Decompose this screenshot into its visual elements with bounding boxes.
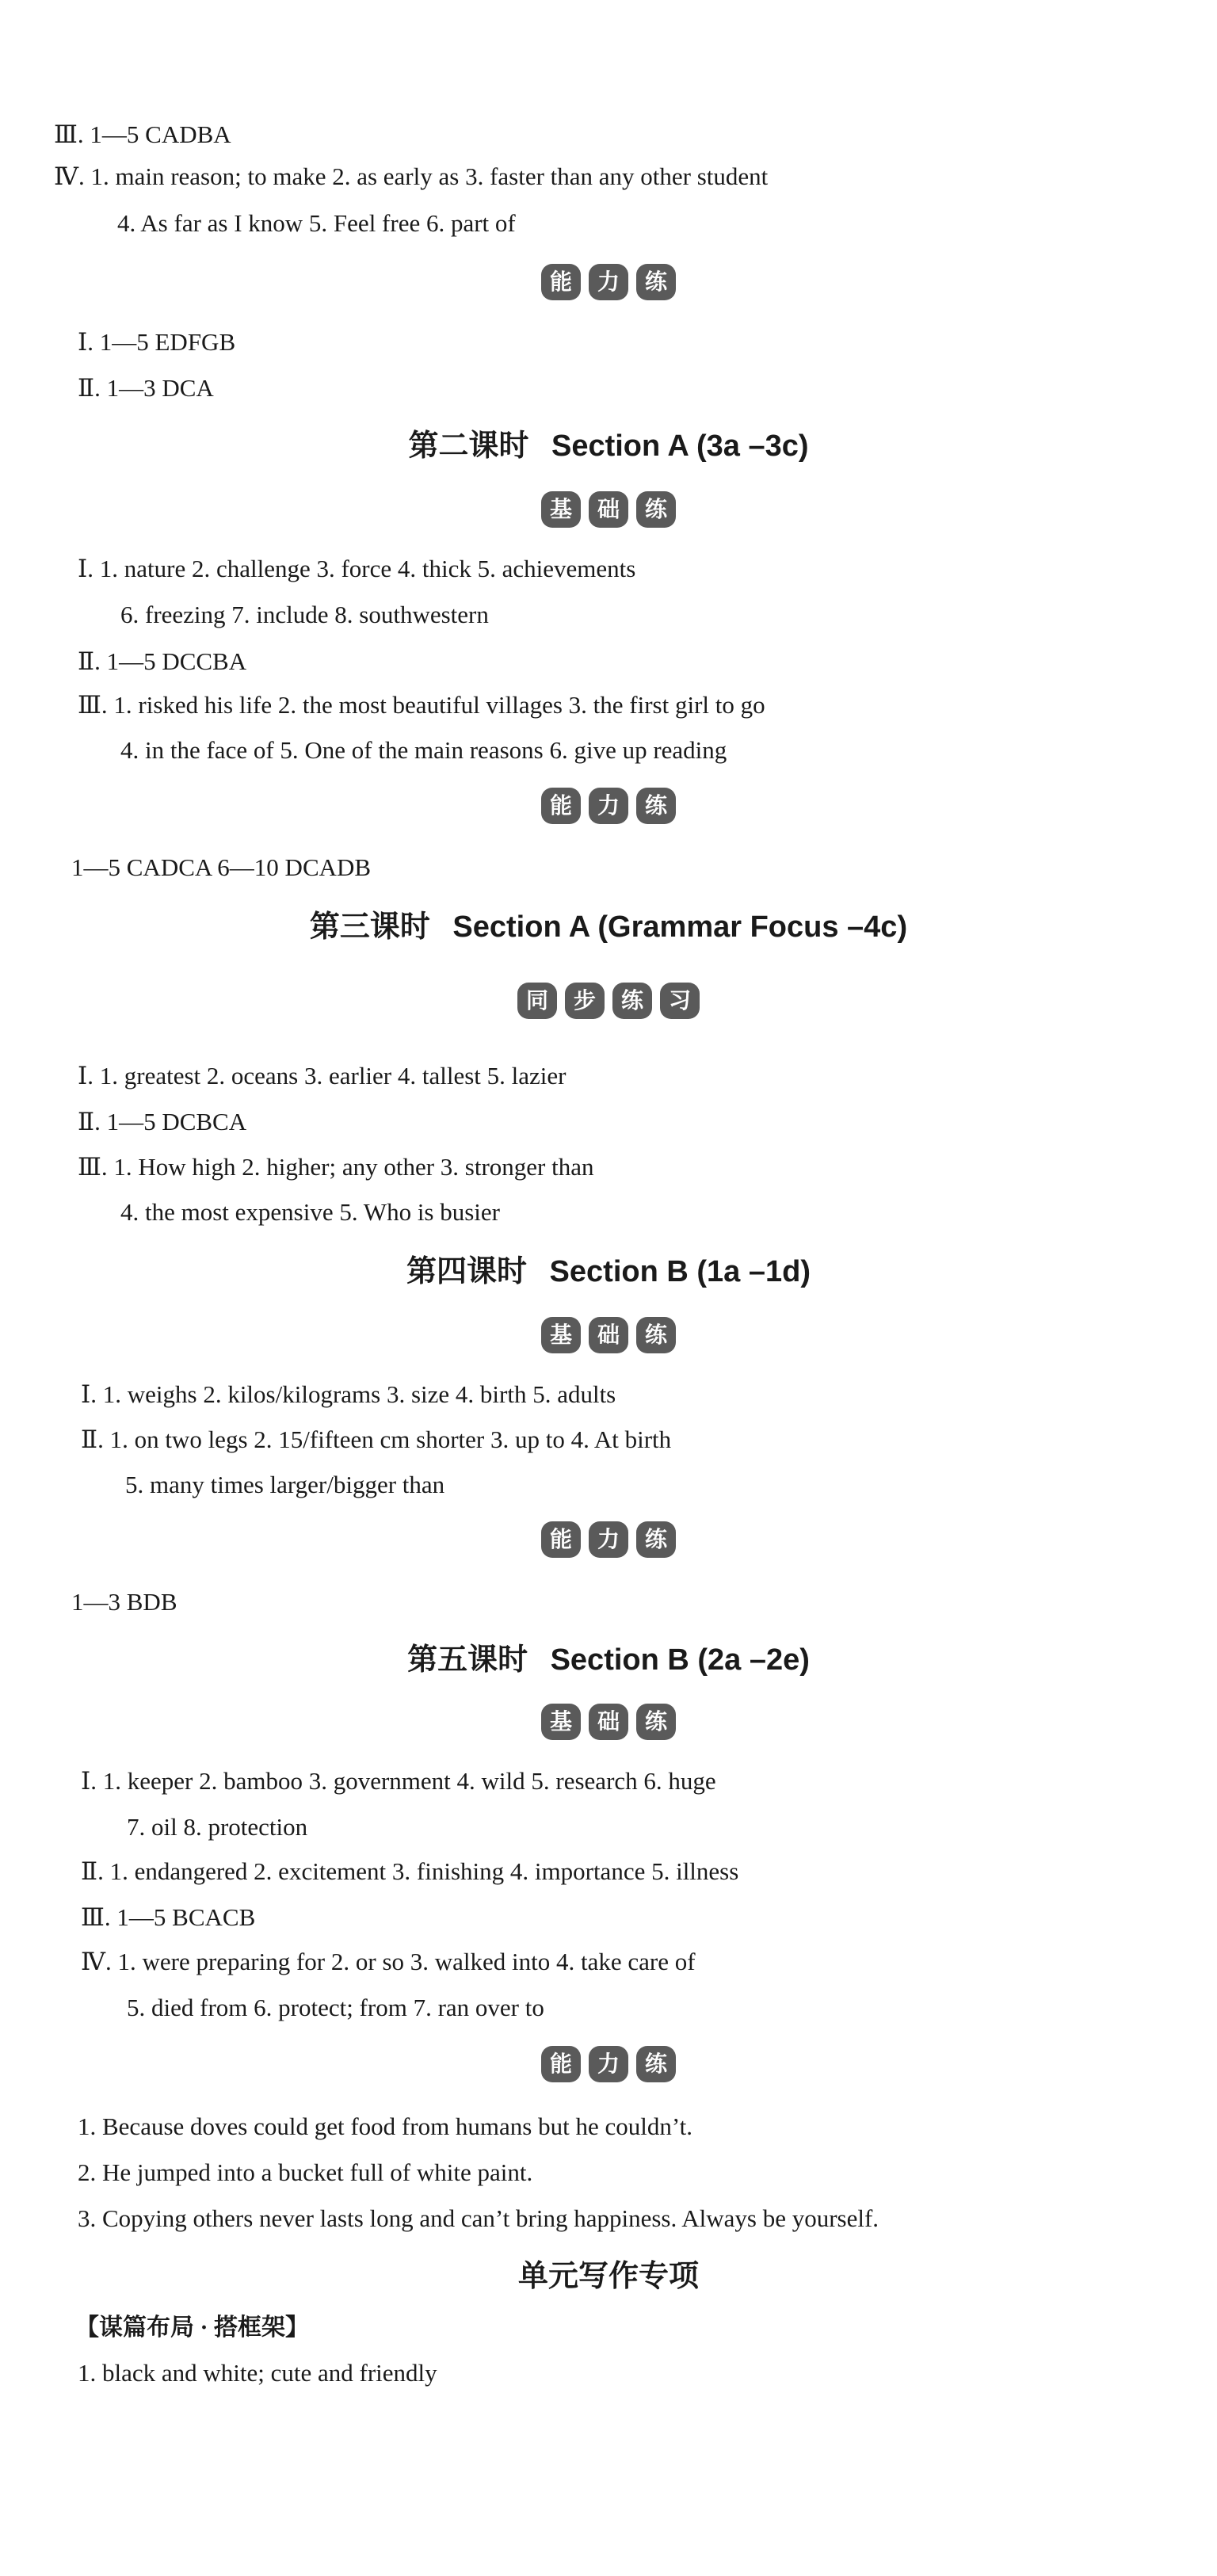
answer-line: 3. Copying others never lasts long and can’t bring happiness. Always be yourself. [78, 2204, 879, 2232]
badge-char: 练 [636, 788, 676, 824]
badge-char: 能 [541, 1521, 581, 1558]
badge-char: 练 [612, 983, 652, 1019]
section-heading [0, 907, 1217, 947]
answer-line: Ⅱ. 1—3 DCA [78, 374, 214, 402]
answer-line: 5. died from 6. protect; from 7. ran over to [127, 1994, 544, 2021]
badge-char: 能 [541, 264, 581, 300]
heading-cn: 第四课时 [406, 1255, 528, 1288]
sync-practice-badge [0, 983, 1217, 1019]
answer-line: 1—3 BDB [71, 1588, 177, 1616]
badge-char: 练 [636, 1704, 676, 1740]
basic-practice-badge [0, 1704, 1217, 1740]
answer-line: Ⅳ. 1. main reason; to make 2. as early as 3. faster than any other student [54, 162, 769, 190]
badge-char: 力 [589, 788, 628, 824]
answer-line: 4. in the face of 5. One of the main reasons 6. give up reading [120, 736, 727, 764]
answer-line: Ⅲ. 1—5 BCACB [81, 1903, 256, 1931]
writing-title: 单元写作专项 [517, 2260, 699, 2293]
badge-char: 基 [541, 491, 581, 528]
answer-line: 1. black and white; cute and friendly [78, 2359, 437, 2387]
answer-line: Ⅰ. 1. nature 2. challenge 3. force 4. thick 5. achievements [78, 555, 636, 582]
badge-char: 练 [636, 491, 676, 528]
answer-line: 4. As far as I know 5. Feel free 6. part of [117, 209, 516, 237]
answer-line: Ⅲ. 1—5 CADBA [54, 120, 231, 148]
ability-practice-badge [0, 264, 1217, 300]
badge-char: 练 [636, 1317, 676, 1353]
bracket-title: 【谋篇布局 · 搭框架】 [75, 2315, 310, 2341]
answer-line: Ⅱ. 1. on two legs 2. 15/fifteen cm shorter 3. up to 4. At birth [81, 1425, 672, 1453]
answer-line: Ⅳ. 1. were preparing for 2. or so 3. walked into 4. take care of [81, 1948, 696, 1975]
heading-en: Section B (2a –2e) [550, 1643, 810, 1677]
badge-char: 步 [565, 983, 605, 1019]
answer-line: 5. many times larger/bigger than [125, 1471, 445, 1498]
badge-char: 基 [541, 1704, 581, 1740]
badge-char: 力 [589, 1521, 628, 1558]
badge-char: 力 [589, 2046, 628, 2082]
heading-cn: 第五课时 [407, 1643, 528, 1677]
answer-line: 6. freezing 7. include 8. southwestern [120, 601, 489, 628]
heading-cn: 第三课时 [309, 910, 430, 944]
basic-practice-badge [0, 491, 1217, 528]
ability-practice-badge [0, 1521, 1217, 1558]
answer-line: Ⅲ. 1. risked his life 2. the most beautiful villages 3. the first girl to go [78, 691, 765, 719]
answer-line: 1—5 CADCA 6—10 DCADB [71, 853, 372, 881]
badge-char: 础 [589, 1704, 628, 1740]
answer-line: Ⅱ. 1—5 DCCBA [78, 647, 247, 675]
answer-line: Ⅰ. 1. weighs 2. kilos/kilograms 3. size 4. birth 5. adults [81, 1380, 616, 1408]
answer-line: 2. He jumped into a bucket full of white paint. [78, 2158, 533, 2186]
answer-line: Ⅱ. 1—5 DCBCA [78, 1108, 247, 1135]
badge-char: 练 [636, 1521, 676, 1558]
badge-char: 基 [541, 1317, 581, 1353]
ability-practice-badge [0, 2046, 1217, 2082]
section-heading [0, 1252, 1217, 1292]
answer-line: Ⅰ. 1—5 EDFGB [78, 328, 236, 356]
answer-line: 4. the most expensive 5. Who is busier [120, 1198, 501, 1226]
badge-char: 同 [517, 983, 557, 1019]
answer-line: Ⅱ. 1. endangered 2. excitement 3. finishing 4. importance 5. illness [81, 1857, 739, 1885]
badge-char: 力 [589, 264, 628, 300]
heading-en: Section A (3a –3c) [551, 429, 809, 463]
section-heading [0, 1640, 1217, 1680]
answer-line: Ⅰ. 1. keeper 2. bamboo 3. government 4. wild 5. research 6. huge [81, 1767, 716, 1795]
badge-char: 能 [541, 788, 581, 824]
answer-line: 1. Because doves could get food from humans but he couldn’t. [78, 2112, 692, 2140]
badge-char: 础 [589, 1317, 628, 1353]
heading-cn: 第二课时 [408, 429, 529, 463]
heading-en: Section A (Grammar Focus –4c) [452, 910, 908, 944]
badge-char: 练 [636, 264, 676, 300]
badge-char: 能 [541, 2046, 581, 2082]
answer-line: Ⅰ. 1. greatest 2. oceans 3. earlier 4. tallest 5. lazier [78, 1062, 567, 1090]
badge-char: 础 [589, 491, 628, 528]
answer-line: Ⅲ. 1. How high 2. higher; any other 3. stronger than [78, 1153, 594, 1181]
heading-en: Section B (1a –1d) [549, 1255, 811, 1288]
ability-practice-badge [0, 788, 1217, 824]
badge-char: 习 [660, 983, 700, 1019]
badge-char: 练 [636, 2046, 676, 2082]
basic-practice-badge [0, 1317, 1217, 1353]
section-heading [0, 426, 1217, 466]
answer-line: 7. oil 8. protection [127, 1813, 308, 1841]
